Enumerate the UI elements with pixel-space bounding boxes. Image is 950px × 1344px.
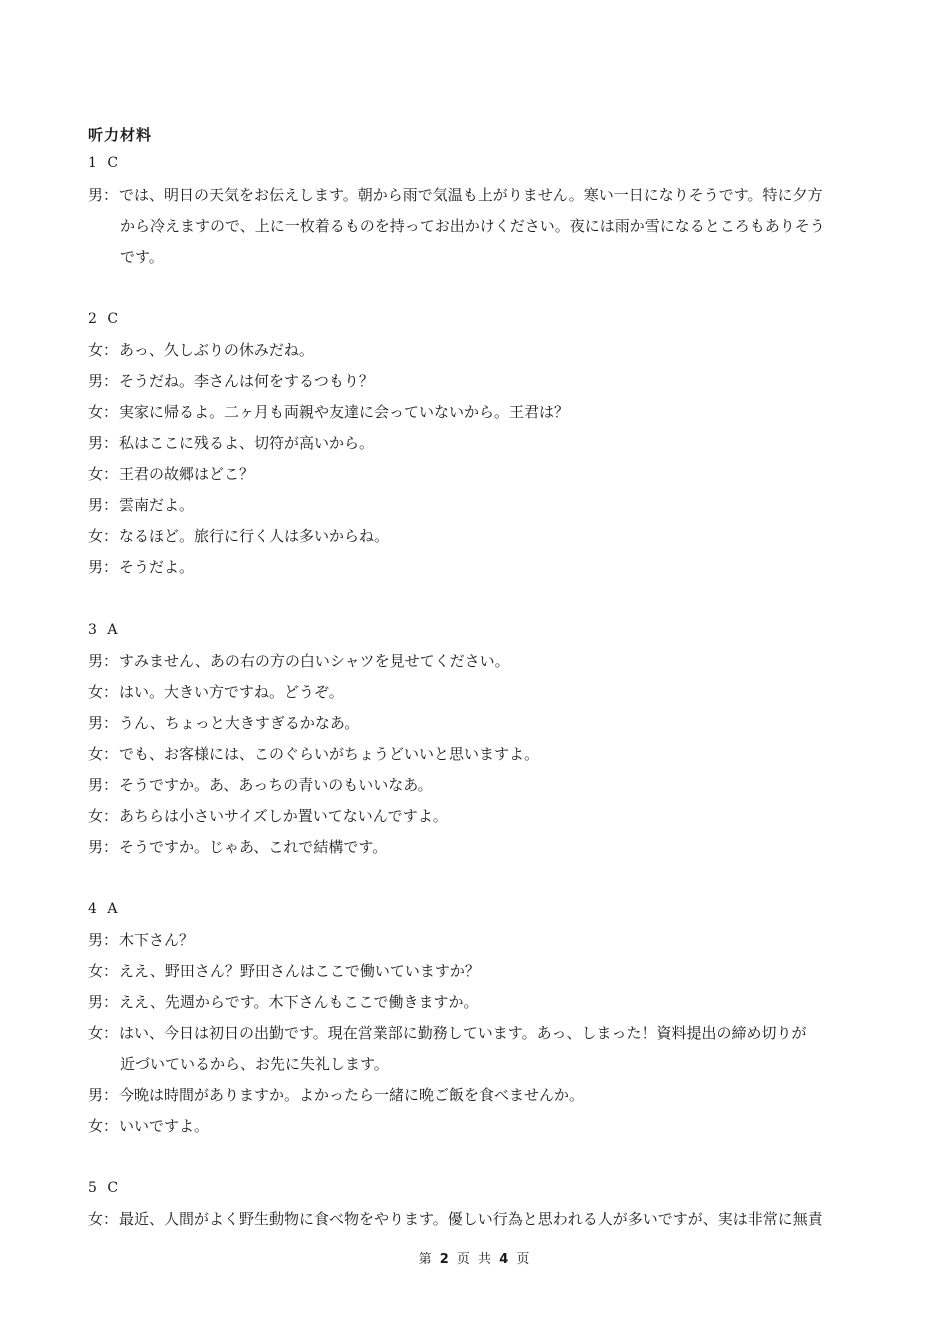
speaker-label: 男： (88, 652, 119, 670)
speaker-label: 男： (88, 558, 119, 576)
speaker-label: 女： (88, 465, 119, 483)
speaker-label: 男： (88, 931, 119, 949)
dialogue-text: では、明日の天気をお伝えします。朝から雨で気温も上がりません。寒い一日になりそうです。特に夕方 (119, 186, 823, 204)
dialogue-text: そうですか。じゃあ、これで結構です。 (119, 838, 388, 856)
dialogue-line (88, 832, 878, 863)
speaker-label: 女： (88, 683, 119, 701)
dialogue-line (88, 552, 878, 583)
speaker-label: 女： (88, 962, 119, 980)
dialogue-line (88, 459, 878, 490)
speaker-label: 男： (88, 714, 119, 732)
page-footer (0, 1248, 950, 1267)
speaker-label: 女： (88, 341, 119, 359)
question-number: 1 (88, 155, 100, 171)
dialogue-text: 雲南だよ。 (119, 496, 195, 514)
question-number: 2 (88, 311, 100, 327)
dialogue-text: そうですか。あ、あっちの青いのもいいなあ。 (119, 776, 433, 794)
dialogue-text: ええ、先週からです。木下さんもここで働きますか。 (119, 993, 479, 1011)
section-3-header (88, 622, 121, 638)
dialogue-text: 木下さん？ (119, 931, 195, 949)
speaker-label: 女： (88, 403, 119, 421)
dialogue-line (88, 335, 878, 366)
speaker-label: 女： (88, 1210, 119, 1228)
dialogue-line (88, 770, 878, 801)
dialogue-text: そうだね。李さんは何をするつもり？ (119, 372, 374, 390)
speaker-label: 女： (88, 745, 119, 763)
dialogue-text: はい。大きい方ですね。どうぞ。 (119, 683, 344, 701)
section-4-header (88, 901, 121, 917)
dialogue-line (88, 1080, 878, 1111)
dialogue-text: 実家に帰るよ。二ヶ月も両親や友達に会っていないから。王君は？ (119, 403, 570, 421)
answer-letter: A (107, 901, 121, 917)
speaker-label: 男： (88, 434, 119, 452)
dialogue-line (88, 428, 878, 459)
section-5-header (88, 1180, 121, 1196)
speaker-label: 男： (88, 776, 119, 794)
dialogue-line (88, 801, 878, 832)
dialogue-line (88, 1111, 878, 1142)
dialogue-line (88, 490, 878, 521)
section-2-header (88, 311, 121, 327)
dialogue-text: すみません、あの右の方の白いシャツを見せてください。 (119, 652, 510, 670)
speaker-label: 男： (88, 838, 119, 856)
dialogue-text: 最近、人間がよく野生動物に食べ物をやります。優しい行為と思われる人が多いですが、実は非常に無責 (119, 1210, 823, 1228)
speaker-label: 男： (88, 496, 119, 514)
speaker-label: 女： (88, 1117, 119, 1135)
page-title: 听力材料 (88, 126, 153, 144)
total-page-number: 4 (499, 1252, 511, 1267)
dialogue-text: でも、お客様には、このぐらいがちょうどいいと思いますよ。 (119, 745, 540, 763)
dialogue-text: 私はここに残るよ、切符が高いから。 (119, 434, 375, 452)
dialogue-text: はい、今日は初日の出勤です。現在営業部に勤務しています。あっ、しまった！資料提出の締め切りが (119, 1024, 807, 1042)
speaker-label: 男： (88, 993, 119, 1011)
dialogue-text: 今晩は時間がありますか。よかったら一緒に晩ご飯を食べませんか。 (119, 1086, 585, 1104)
speaker-label: 女： (88, 807, 119, 825)
question-number: 4 (88, 901, 100, 917)
dialogue-line (88, 1018, 878, 1049)
footer-suffix: 页 (516, 1252, 532, 1267)
answer-letter: C (107, 311, 122, 327)
dialogue-line (88, 987, 878, 1018)
dialogue-line (88, 366, 878, 397)
footer-middle: 页 共 (456, 1252, 494, 1267)
answer-letter: C (107, 1180, 122, 1196)
dialogue-line (88, 956, 878, 987)
dialogue-line (88, 739, 878, 770)
dialogue-line (88, 521, 878, 552)
dialogue-line (88, 397, 878, 428)
dialogue-line (88, 646, 878, 677)
dialogue-continuation: です。 (120, 248, 164, 266)
section-1-header (88, 155, 121, 171)
footer-prefix: 第 (418, 1252, 434, 1267)
dialogue-text: うん、ちょっと大きすぎるかなあ。 (119, 714, 360, 732)
question-number: 3 (88, 622, 100, 638)
dialogue-line (88, 925, 878, 956)
dialogue-text: あちらは小さいサイズしか置いてないんですよ。 (119, 807, 448, 825)
speaker-label: 男： (88, 186, 119, 204)
dialogue-continuation: 近づいているから、お先に失礼します。 (120, 1055, 389, 1073)
dialogue-line (88, 180, 878, 211)
dialogue-text: ええ、野田さん？野田さんはここで働いていますか？ (119, 962, 480, 980)
dialogue-text: いいですよ。 (119, 1117, 210, 1135)
speaker-label: 男： (88, 1086, 119, 1104)
current-page-number: 2 (439, 1252, 451, 1267)
dialogue-text: 王君の故郷はどこ？ (119, 465, 255, 483)
answer-letter: A (107, 622, 121, 638)
dialogue-line (88, 677, 878, 708)
speaker-label: 女： (88, 527, 119, 545)
dialogue-line (88, 1204, 878, 1235)
dialogue-text: あっ、久しぶりの休みだね。 (119, 341, 314, 359)
question-number: 5 (88, 1180, 100, 1196)
dialogue-line (88, 708, 878, 739)
dialogue-text: そうだよ。 (119, 558, 195, 576)
dialogue-continuation: から冷えますので、上に一枚着るものを持ってお出かけください。夜には雨か雪になるところもありそう (120, 217, 825, 235)
speaker-label: 女： (88, 1024, 119, 1042)
speaker-label: 男： (88, 372, 119, 390)
answer-letter: C (107, 155, 122, 171)
dialogue-text: なるほど。旅行に行く人は多いからね。 (119, 527, 390, 545)
